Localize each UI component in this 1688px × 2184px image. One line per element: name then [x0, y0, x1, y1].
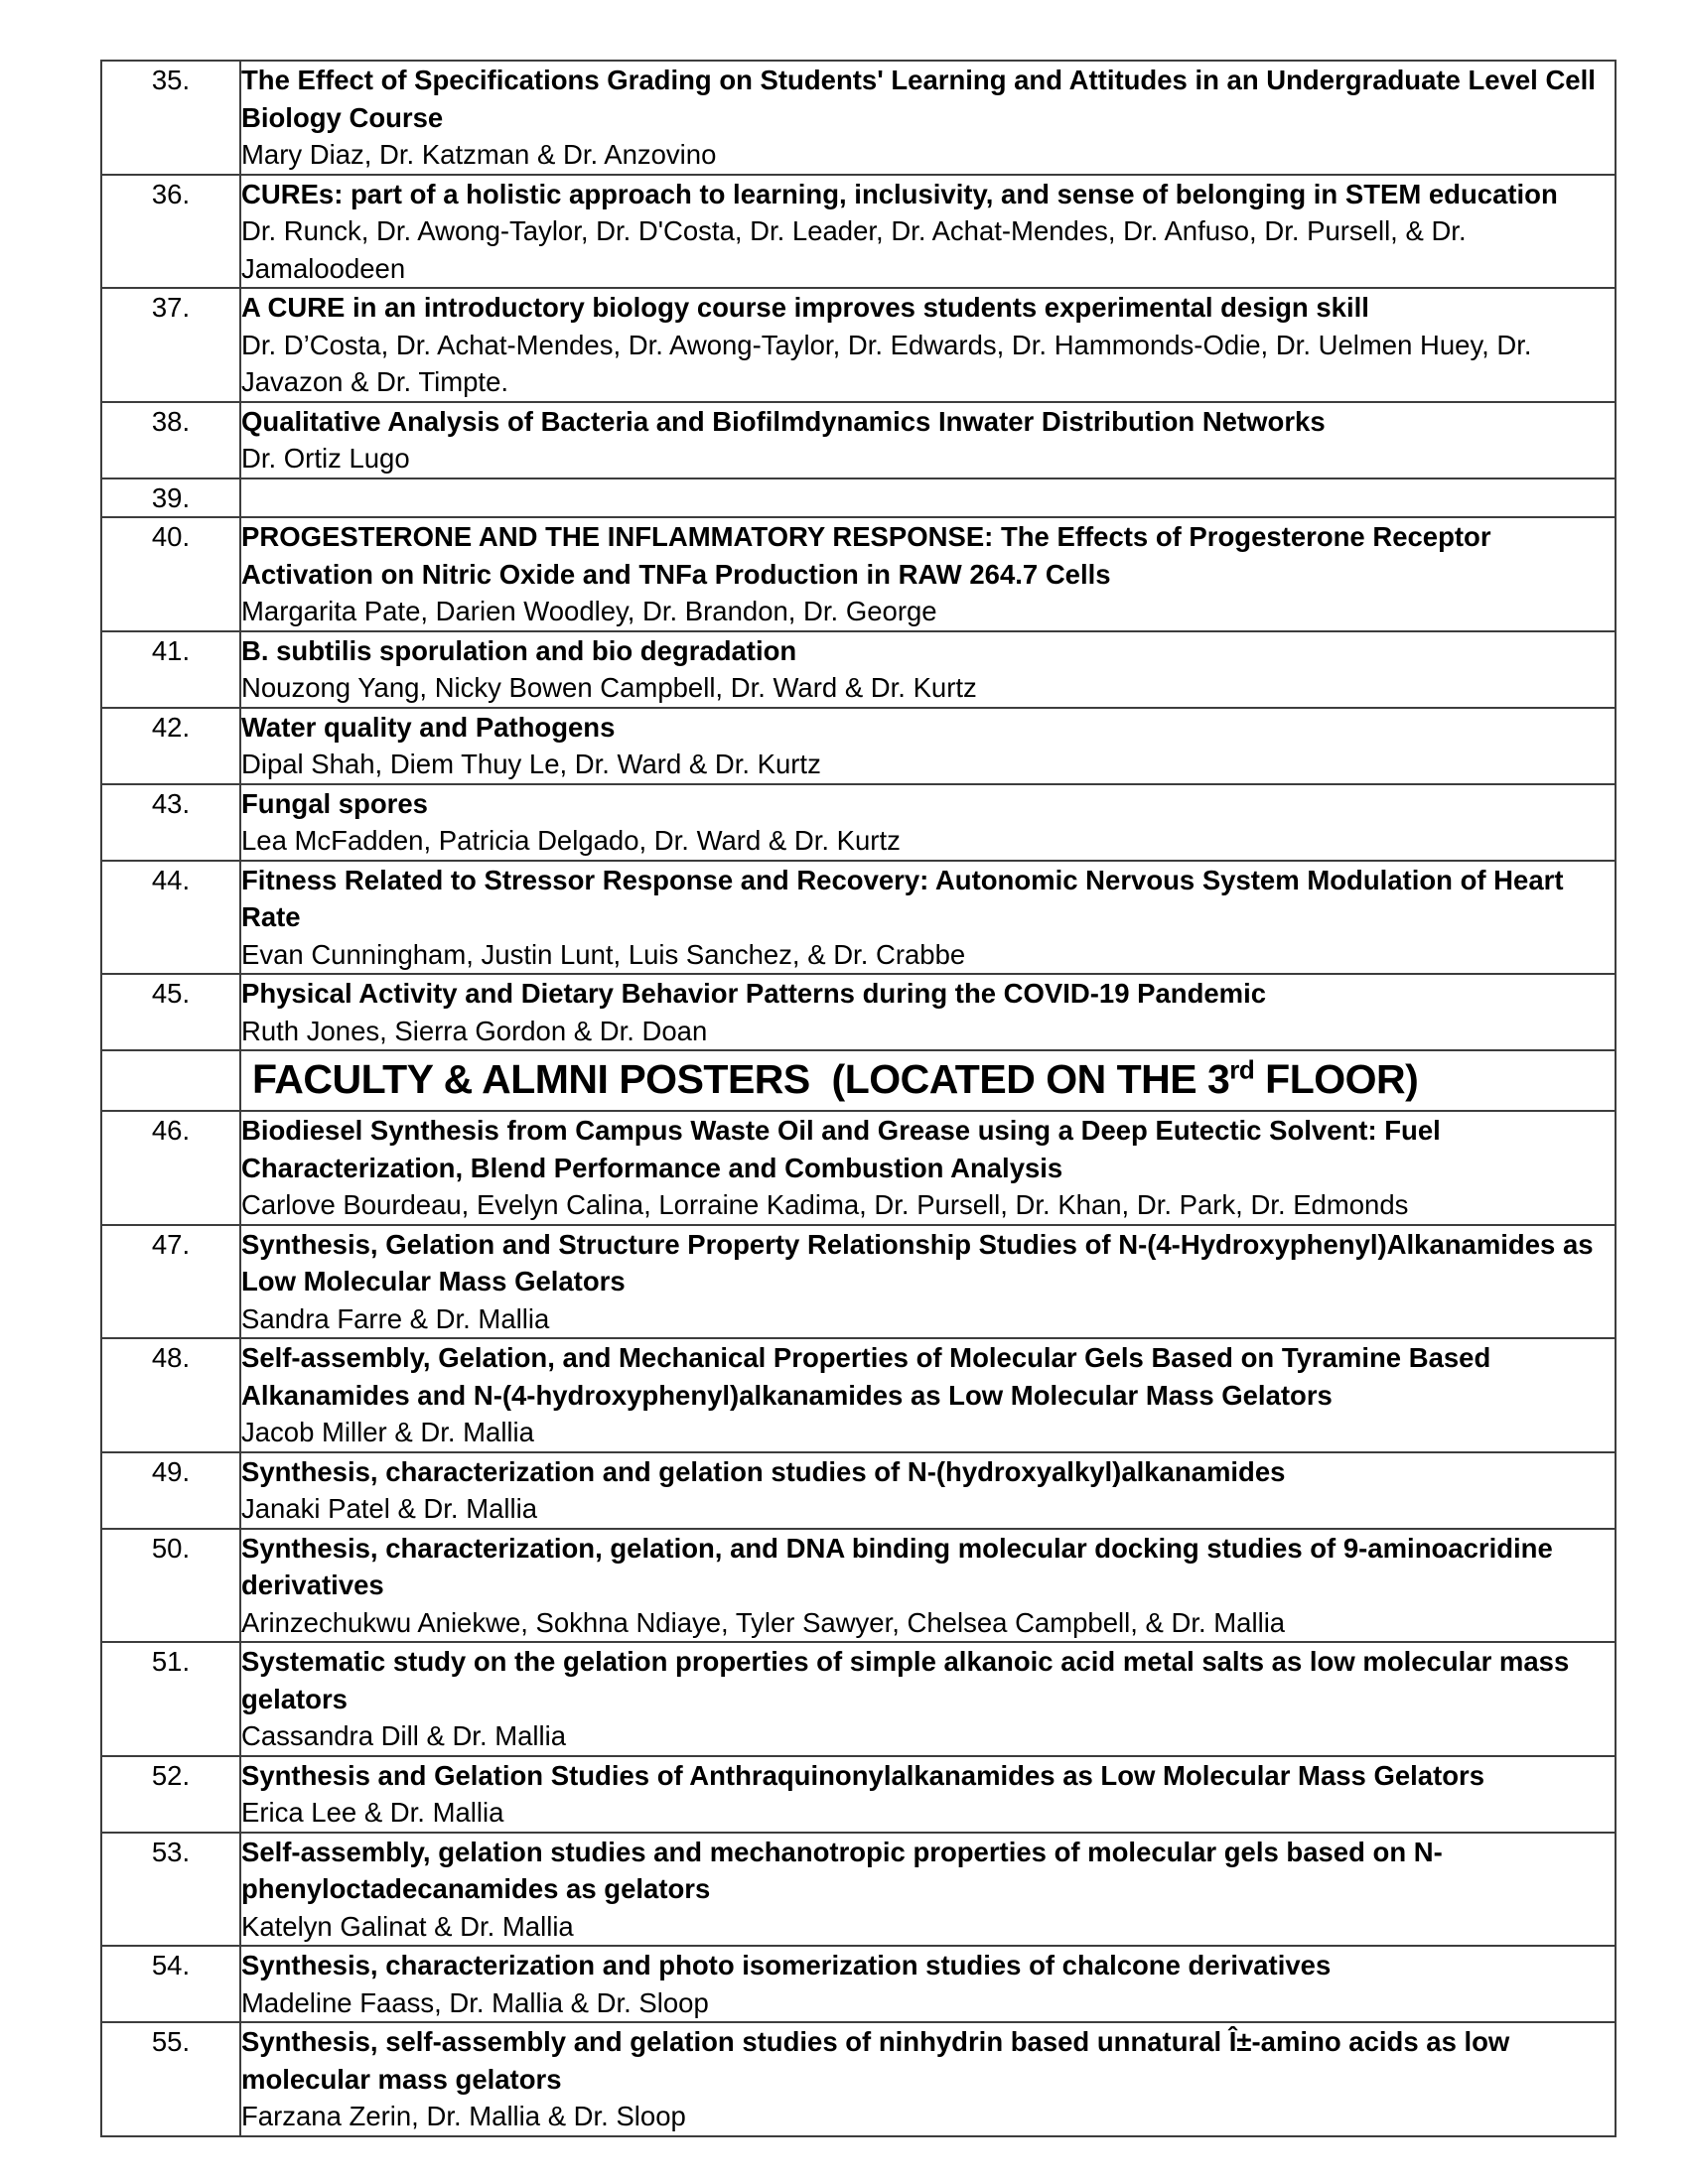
- section-title-text: FACULTY & ALMNI POSTERS (LOCATED ON THE 3: [252, 1056, 1230, 1102]
- table-row: [101, 708, 1616, 784]
- poster-title: Synthesis, characterization and photo isomerization studies of chalcone derivatives: [241, 1950, 1332, 1980]
- poster-title: The Effect of Specifications Grading on Students' Learning and Attitudes in an Undergraduate Level Cell Biology Course: [241, 65, 1596, 133]
- poster-authors: Katelyn Galinat & Dr. Mallia: [241, 1910, 574, 1942]
- empty-cell: [241, 479, 1615, 513]
- poster-cell: [240, 288, 1616, 402]
- poster-title: Synthesis, characterization and gelation studies of N-(hydroxyalkyl)alkanamides: [241, 1455, 1286, 1487]
- row-number: 39.: [101, 478, 240, 518]
- row-number: 48.: [101, 1338, 240, 1452]
- poster-authors: Margarita Pate, Darien Woodley, Dr. Brandon, Dr. George: [241, 596, 937, 626]
- poster-authors: Jacob Miller & Dr. Mallia: [241, 1417, 534, 1447]
- table-row: [101, 402, 1616, 478]
- row-number: 41.: [101, 631, 240, 708]
- row-number: 55.: [101, 2022, 240, 2136]
- table-row: [101, 2022, 1616, 2136]
- table-row: [101, 1946, 1616, 2022]
- poster-authors: Ruth Jones, Sierra Gordon & Dr. Doan: [241, 1015, 708, 1046]
- table-row: [101, 1756, 1616, 1833]
- section-title: [252, 1054, 1605, 1104]
- poster-authors: Cassandra Dill & Dr. Mallia: [241, 1720, 567, 1751]
- poster-title: PROGESTERONE AND THE INFLAMMATORY RESPONSE: The Effects of Progesterone Receptor Activation on Nitric Oxide and TNFa Production in RAW 264.7 Cells: [241, 521, 1491, 590]
- table-row: [101, 1452, 1616, 1529]
- poster-title: Qualitative Analysis of Bacteria and Biofilmdynamics Inwater Distribution Networks: [241, 405, 1326, 437]
- poster-authors: Dr. Runck, Dr. Awong-Taylor, Dr. D'Costa, Dr. Leader, Dr. Achat-Mendes, Dr. Anfuso, Dr. Pursell, & Dr. Jamaloodeen: [241, 215, 1467, 284]
- poster-authors: Sandra Farre & Dr. Mallia: [241, 1302, 550, 1334]
- table-row: [101, 288, 1616, 402]
- poster-title: Physical Activity and Dietary Behavior Patterns during the COVID-19 Pandemic: [241, 978, 1267, 1009]
- section-title-text: FLOOR): [1254, 1056, 1419, 1102]
- row-number: 49.: [101, 1452, 240, 1529]
- table-row: [101, 1529, 1616, 1643]
- table-row: [101, 631, 1616, 708]
- row-number: 37.: [101, 288, 240, 402]
- row-number: 50.: [101, 1529, 240, 1643]
- poster-cell: [240, 402, 1616, 478]
- row-number: 43.: [101, 784, 240, 861]
- row-number: 52.: [101, 1756, 240, 1833]
- poster-title: Self-assembly, gelation studies and mechanotropic properties of molecular gels based on N-phenyloctadecanamides as gelators: [241, 1836, 1443, 1904]
- table-row: [101, 1338, 1616, 1452]
- poster-cell: [240, 517, 1616, 631]
- poster-authors: Arinzechukwu Aniekwe, Sokhna Ndiaye, Tyler Sawyer, Chelsea Campbell, & Dr. Mallia: [241, 1606, 1286, 1638]
- poster-authors: Farzana Zerin, Dr. Mallia & Dr. Sloop: [241, 2101, 686, 2131]
- poster-title: B. subtilis sporulation and bio degradation: [241, 634, 797, 666]
- section-header-cell: [240, 1050, 1616, 1111]
- table-row: [101, 784, 1616, 861]
- poster-title: Self-assembly, Gelation, and Mechanical Properties of Molecular Gels Based on Tyramine Based Alkanamides and N-(4-hydroxyphenyl)alkanamides as Low Molecular Mass Gelators: [241, 1342, 1491, 1411]
- table-row: [101, 1833, 1616, 1947]
- poster-authors: Janaki Patel & Dr. Mallia: [241, 1493, 538, 1524]
- poster-title: Synthesis, characterization, gelation, and DNA binding molecular docking studies of 9-aminoacridine derivatives: [241, 1532, 1553, 1600]
- poster-cell: [240, 1756, 1616, 1833]
- row-number: 40.: [101, 517, 240, 631]
- poster-cell: [240, 784, 1616, 861]
- poster-authors: Dr. D’Costa, Dr. Achat-Mendes, Dr. Awong-Taylor, Dr. Edwards, Dr. Hammonds-Odie, Dr. Uelmen Huey, Dr. Javazon & Dr. Timpte.: [241, 329, 1532, 397]
- poster-cell: [240, 1642, 1616, 1756]
- row-number: 46.: [101, 1111, 240, 1225]
- posters-table: [100, 60, 1617, 2137]
- row-number: 36.: [101, 175, 240, 289]
- poster-title: CUREs: part of a holistic approach to learning, inclusivity, and sense of belonging in STEM education: [241, 178, 1558, 209]
- poster-cell: [240, 1452, 1616, 1529]
- row-number: 45.: [101, 974, 240, 1050]
- poster-cell: [240, 1529, 1616, 1643]
- table-row: [101, 1642, 1616, 1756]
- posters-table-body: [101, 61, 1616, 2136]
- poster-authors: Dr. Ortiz Lugo: [241, 443, 410, 474]
- poster-cell: [240, 61, 1616, 175]
- table-row: [101, 61, 1616, 175]
- poster-cell: [240, 631, 1616, 708]
- poster-title: Synthesis and Gelation Studies of Anthraquinonylalkanamides as Low Molecular Mass Gelators: [241, 1759, 1485, 1791]
- poster-title: Systematic study on the gelation properties of simple alkanoic acid metal salts as low molecular mass gelators: [241, 1646, 1570, 1714]
- poster-title: Water quality and Pathogens: [241, 711, 616, 743]
- poster-cell: [240, 974, 1616, 1050]
- poster-cell: [240, 1225, 1616, 1339]
- poster-cell: [240, 1111, 1616, 1225]
- poster-authors: Dipal Shah, Diem Thuy Le, Dr. Ward & Dr. Kurtz: [241, 749, 821, 779]
- poster-authors: Madeline Faass, Dr. Mallia & Dr. Sloop: [241, 1986, 709, 2018]
- poster-cell: [240, 478, 1616, 518]
- table-row: [101, 478, 1616, 518]
- table-row: [101, 974, 1616, 1050]
- poster-cell: [240, 175, 1616, 289]
- poster-authors: Lea McFadden, Patricia Delgado, Dr. Ward & Dr. Kurtz: [241, 825, 901, 856]
- poster-cell: [240, 708, 1616, 784]
- poster-authors: Erica Lee & Dr. Mallia: [241, 1797, 504, 1828]
- row-number: 54.: [101, 1946, 240, 2022]
- row-number: 44.: [101, 861, 240, 975]
- row-number-empty: [101, 1050, 240, 1111]
- table-row: [101, 861, 1616, 975]
- table-row: [101, 175, 1616, 289]
- table-row: [101, 517, 1616, 631]
- table-row: [101, 1225, 1616, 1339]
- poster-title: Fungal spores: [241, 787, 428, 819]
- poster-cell: [240, 1338, 1616, 1452]
- row-number: 51.: [101, 1642, 240, 1756]
- poster-authors: Carlove Bourdeau, Evelyn Calina, Lorraine Kadima, Dr. Pursell, Dr. Khan, Dr. Park, Dr. Edmonds: [241, 1189, 1409, 1220]
- row-number: 42.: [101, 708, 240, 784]
- section-title-superscript: rd: [1229, 1054, 1255, 1085]
- poster-title: Synthesis, self-assembly and gelation studies of ninhydrin based unnatural Î±-amino acids as low molecular mass gelators: [241, 2026, 1510, 2095]
- poster-title: Synthesis, Gelation and Structure Property Relationship Studies of N-(4-Hydroxyphenyl)Alkanamides as Low Molecular Mass Gelators: [241, 1228, 1594, 1297]
- section-header-row: [101, 1050, 1616, 1111]
- poster-title: A CURE in an introductory biology course improves students experimental design skill: [241, 292, 1369, 323]
- poster-cell: [240, 1946, 1616, 2022]
- row-number: 35.: [101, 61, 240, 175]
- row-number: 38.: [101, 402, 240, 478]
- row-number: 53.: [101, 1833, 240, 1947]
- poster-cell: [240, 2022, 1616, 2136]
- poster-authors: Evan Cunningham, Justin Lunt, Luis Sanchez, & Dr. Crabbe: [241, 938, 966, 970]
- poster-title: Fitness Related to Stressor Response and Recovery: Autonomic Nervous System Modulation of Heart Rate: [241, 864, 1564, 932]
- poster-authors: Nouzong Yang, Nicky Bowen Campbell, Dr. Ward & Dr. Kurtz: [241, 672, 977, 703]
- poster-authors: Mary Diaz, Dr. Katzman & Dr. Anzovino: [241, 139, 717, 170]
- poster-cell: [240, 1833, 1616, 1947]
- table-row: [101, 1111, 1616, 1225]
- poster-title: Biodiesel Synthesis from Campus Waste Oil and Grease using a Deep Eutectic Solvent: Fuel Characterization, Blend Performance and Combustion Analysis: [241, 1115, 1441, 1183]
- poster-cell: [240, 861, 1616, 975]
- row-number: 47.: [101, 1225, 240, 1339]
